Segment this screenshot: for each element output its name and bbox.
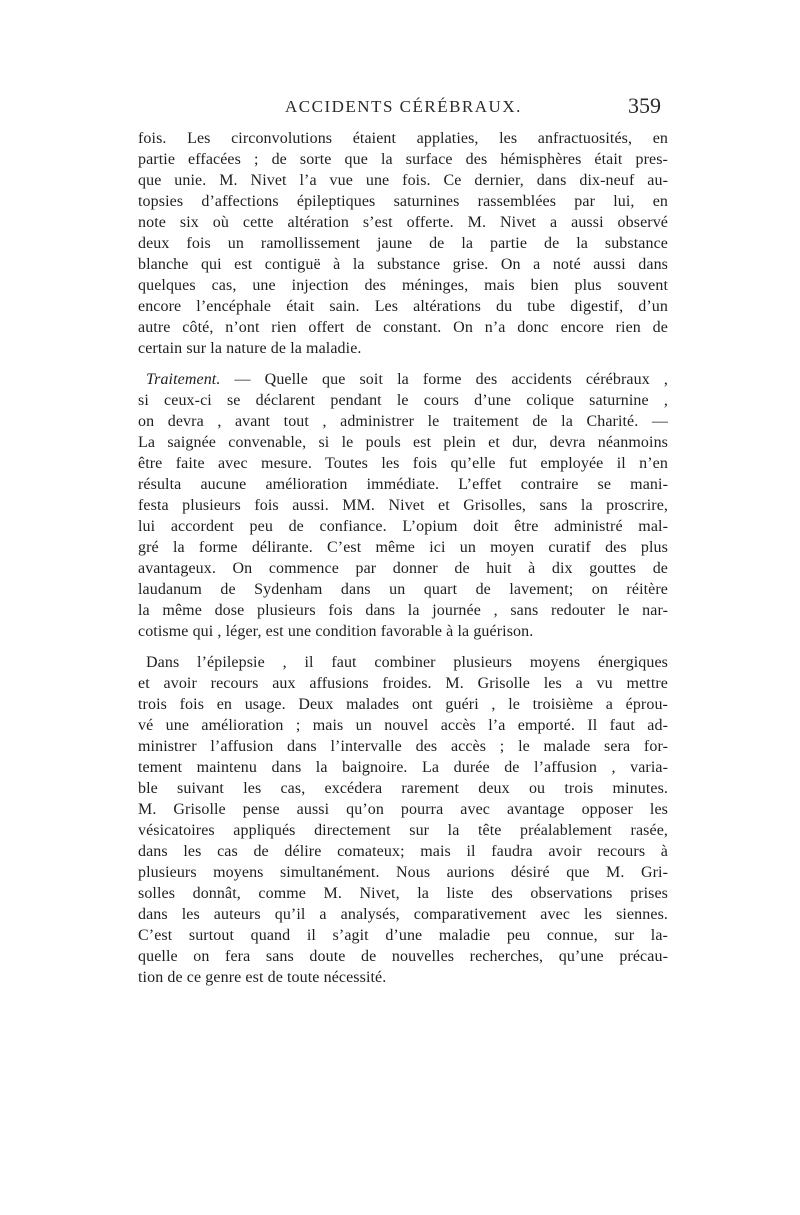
text-line: avantageux. On commence par donner de huit à dix gouttes de <box>138 560 668 577</box>
text-line: partie effacées ; de sorte que la surface des hémisphères était pres- <box>138 151 668 168</box>
text-line: quelques cas, une injection des méninges, mais bien plus souvent <box>138 277 668 294</box>
text-line: vésicatoires appliqués directement sur la tête préalablement rasée, <box>138 822 668 839</box>
text-line: tement maintenu dans la baignoire. La durée de l’affusion , varia- <box>138 759 668 776</box>
page-number: 359 <box>628 93 661 118</box>
text-line: ministrer l’affusion dans l’intervalle des accès ; le malade sera for- <box>138 738 668 755</box>
paragraph-2 <box>138 369 668 642</box>
text-line: certain sur la nature de la maladie. <box>138 340 362 357</box>
paragraph-3 <box>138 652 668 988</box>
text-line: cotisme qui , léger, est une condition favorable à la guérison. <box>138 623 534 640</box>
text-line: et avoir recours aux affusions froides. M. Grisolle les a vu mettre <box>138 675 668 692</box>
text-line: être faite avec mesure. Toutes les fois qu’elle fut employée il n’en <box>138 455 668 472</box>
text-line: solles donnât, comme M. Nivet, la liste des observations prises <box>138 885 668 902</box>
text-line: M. Grisolle pense aussi qu’on pourra avec avantage opposer les <box>138 801 668 818</box>
text-line: fois. Les circonvolutions étaient applaties, les anfractuosités, en <box>138 130 668 147</box>
text-line-rest: — Quelle que soit la forme des accidents cérébraux , <box>220 371 668 388</box>
text-line: résulta aucune amélioration immédiate. L’effet contraire se mani- <box>138 476 668 493</box>
text-line: que unie. M. Nivet l’a vue une fois. Ce dernier, dans dix-neuf au- <box>138 172 668 189</box>
running-title: ACCIDENTS CÉRÉBRAUX. <box>285 97 522 116</box>
text-line: si ceux-ci se déclarent pendant le cours d’une colique saturnine , <box>138 392 668 409</box>
text-line: laudanum de Sydenham dans un quart de lavement; on réitère <box>138 581 668 598</box>
body-text <box>138 128 668 988</box>
text-line: tion de ce genre est de toute nécessité. <box>138 969 387 986</box>
text-line: ble suivant les cas, excédera rarement deux ou trois minutes. <box>138 780 668 797</box>
text-line: La saignée convenable, si le pouls est plein et dur, devra néanmoins <box>138 434 668 451</box>
text-line: plusieurs moyens simultanément. Nous aurions désiré que M. Gri- <box>138 864 668 881</box>
paragraph-1 <box>138 128 668 359</box>
section-lead: Traitement. <box>146 371 221 388</box>
text-line: deux fois un ramollissement jaune de la partie de la substance <box>138 235 668 252</box>
text-line: topsies d’affections épileptiques saturnines rassemblées par lui, en <box>138 193 668 210</box>
text-line: dans les cas de délire comateux; mais il faudra avoir recours à <box>138 843 668 860</box>
text-line-first <box>138 369 668 390</box>
text-line: C’est surtout quand il s’agit d’une maladie peu connue, sur la- <box>138 927 668 944</box>
text-line: lui accordent peu de confiance. L’opium doit être administré mal- <box>138 518 668 535</box>
text-line: on devra , avant tout , administrer le traitement de la Charité. — <box>138 413 668 430</box>
text-line: encore l’encéphale était sain. Les altérations du tube digestif, d’un <box>138 298 668 315</box>
text-line: quelle on fera sans doute de nouvelles recherches, qu’une précau- <box>138 948 668 965</box>
text-line: dans les auteurs qu’il a analysés, comparativement avec les siennes. <box>138 906 668 923</box>
text-line: la même dose plusieurs fois dans la journée , sans redouter le nar- <box>138 602 668 619</box>
text-line: autre côté, n’ont rien offert de constant. On n’a donc encore rien de <box>138 319 668 336</box>
text-line: note six où cette altération s’est offerte. M. Nivet a aussi observé <box>138 214 668 231</box>
text-line: festa plusieurs fois aussi. MM. Nivet et Grisolles, sans la proscrire, <box>138 497 668 514</box>
text-line: vé une amélioration ; mais un nouvel accès l’a emporté. Il faut ad- <box>138 717 668 734</box>
text-line: blanche qui est contiguë à la substance grise. On a noté aussi dans <box>138 256 668 273</box>
text-line: gré la forme délirante. C’est même ici un moyen curatif des plus <box>138 539 668 556</box>
text-line: Dans l’épilepsie , il faut combiner plusieurs moyens énergiques <box>146 654 668 671</box>
text-line: trois fois en usage. Deux malades ont guéri , le troisième a éprou- <box>138 696 668 713</box>
